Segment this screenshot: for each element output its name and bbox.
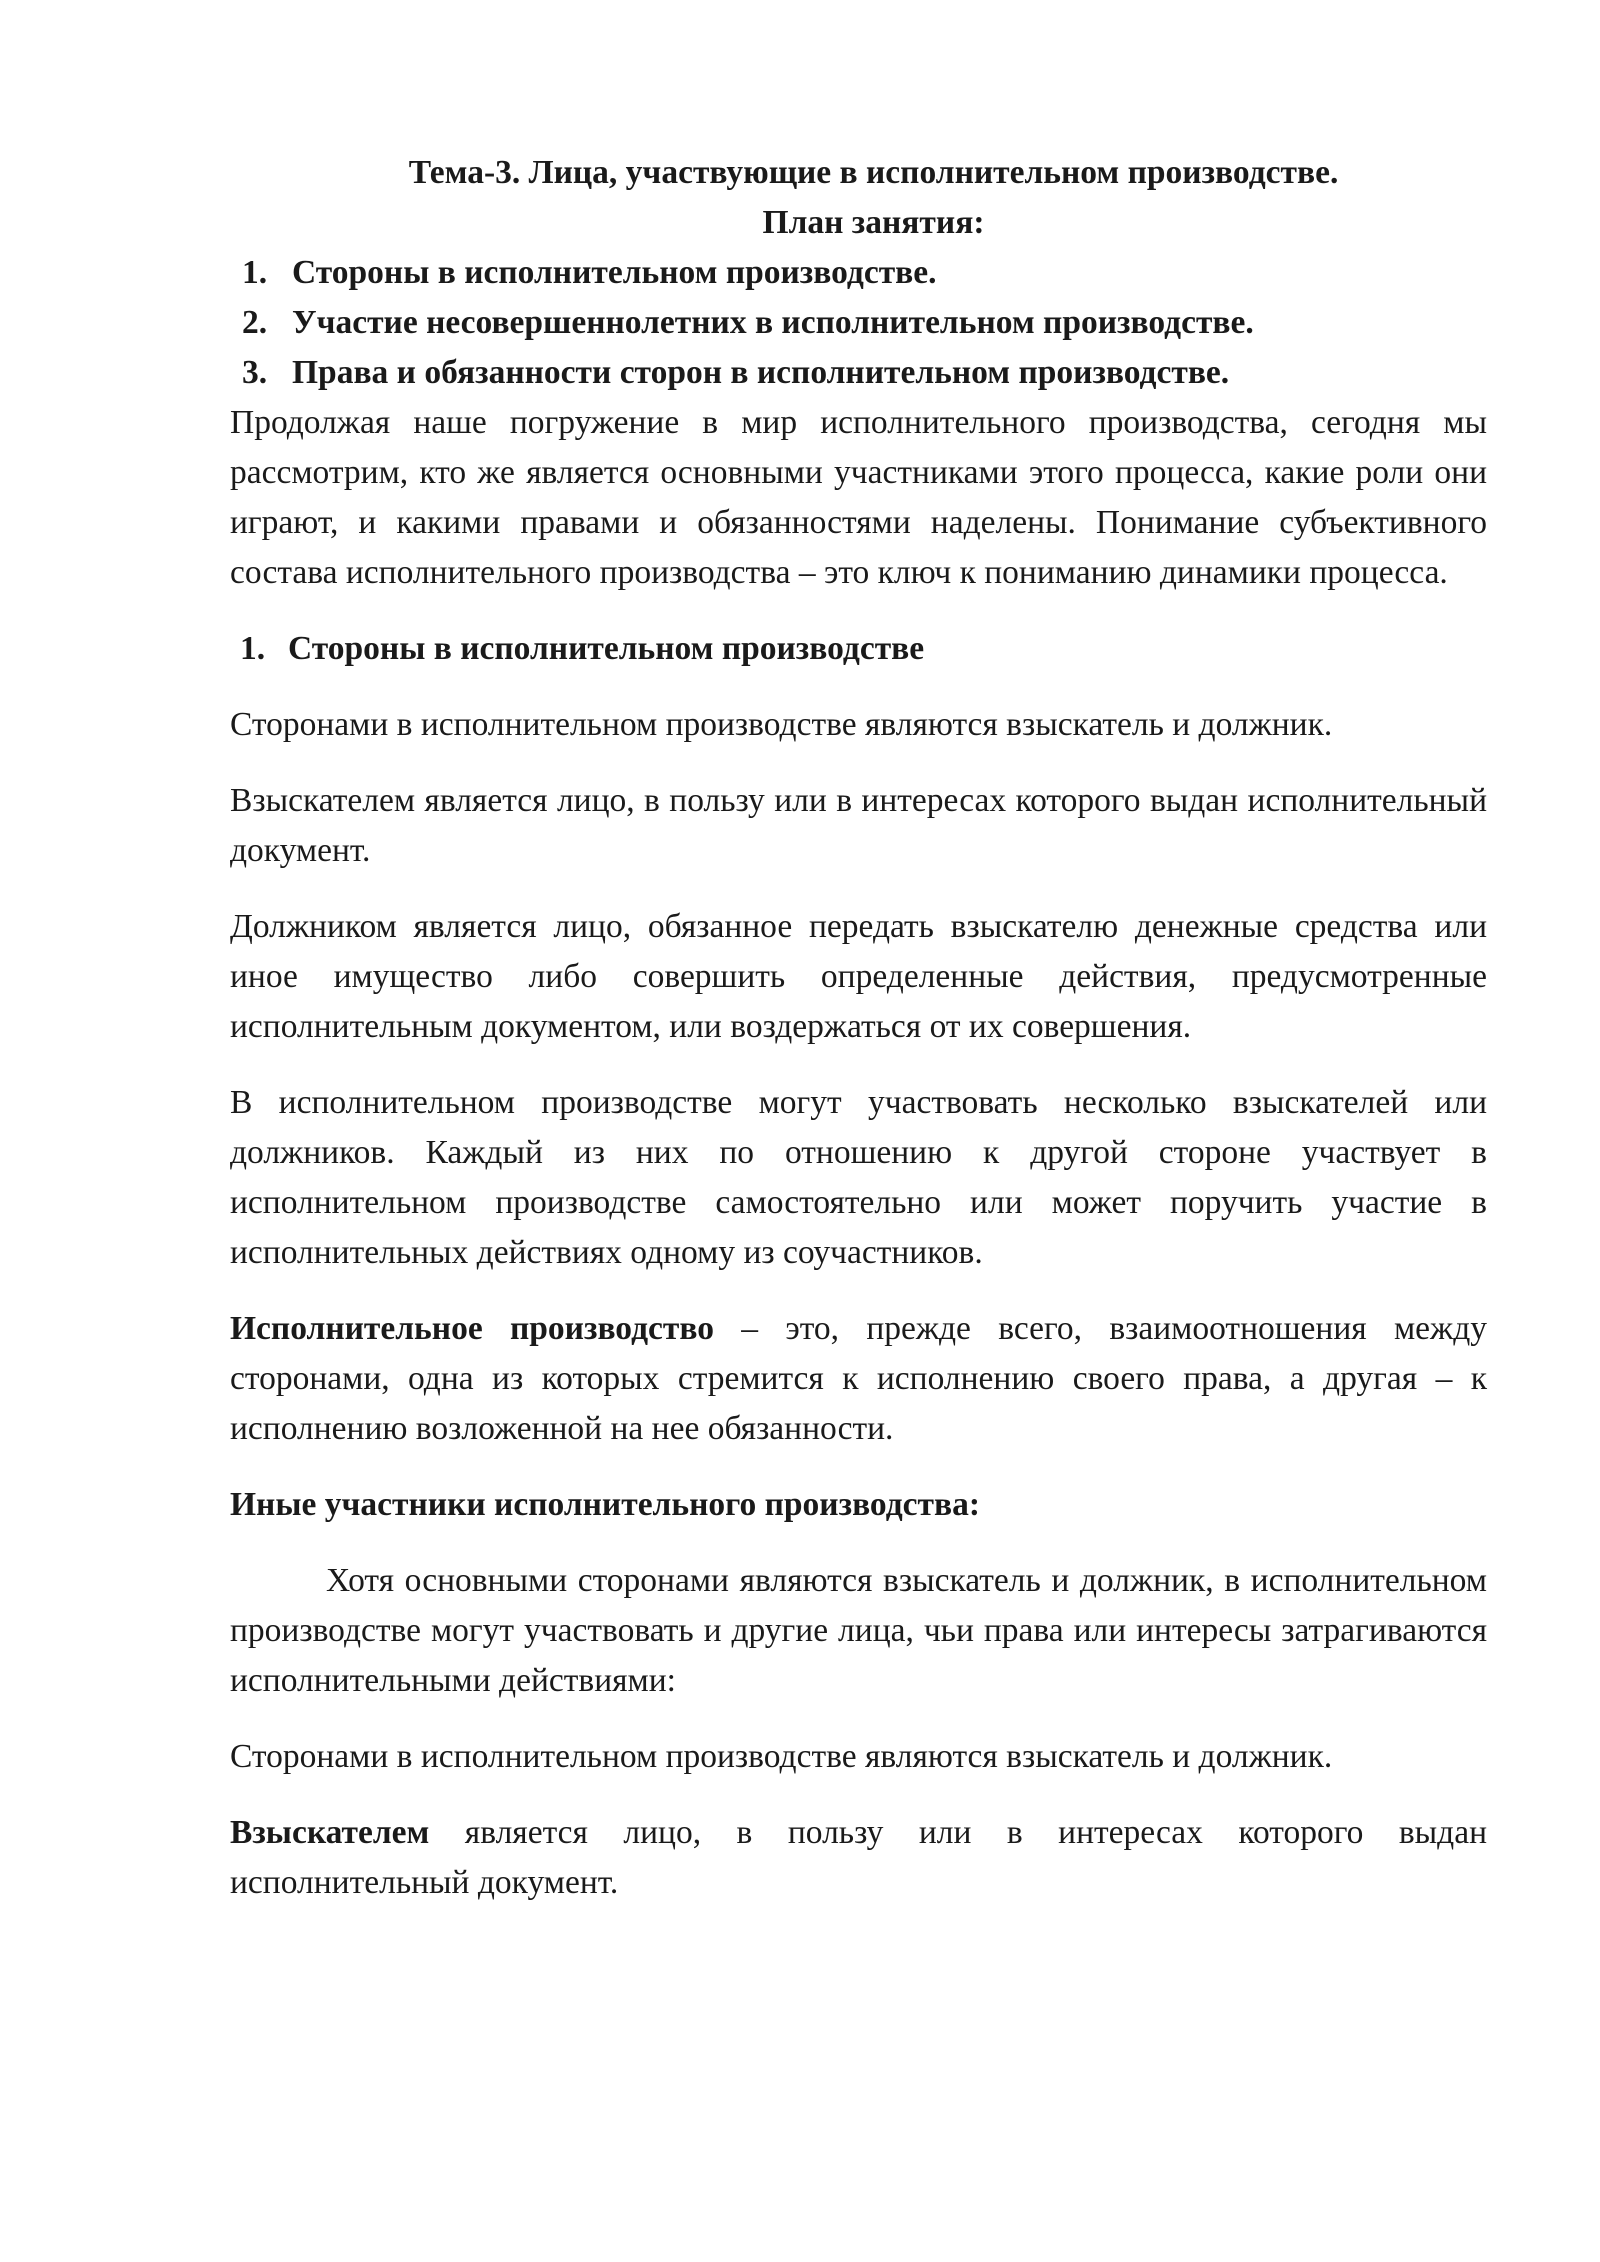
debtor-paragraph: Должником является лицо, обязанное передать взыскателю денежные средства или иное имущество либо совершить определенные действия, предусмотренные исполнительным документом, или воздержаться от их совершения. xyxy=(230,908,1487,1045)
multiple-parties-paragraph: В исполнительном производстве могут участвовать несколько взыскателей или должников. Каждый из них по отношению к другой стороне участвует в исполнительном производстве самостоятельно или может поручить участие в исполнительных действиях одному из соучастников. xyxy=(230,1084,1487,1271)
claimant-paragraph-repeat xyxy=(230,1808,1487,1908)
plan-title: План занятия: xyxy=(762,204,985,241)
plan-item-text: Участие несовершеннолетних в исполнительном производстве. xyxy=(292,304,1254,341)
section-number: 1. xyxy=(240,630,266,667)
plan-item-number: 3. xyxy=(242,354,268,391)
plan-item-text: Стороны в исполнительном производстве. xyxy=(292,254,937,291)
document-title: Тема-3. Лица, участвующие в исполнительном производстве. xyxy=(408,154,1339,191)
plan-item-text: Права и обязанности сторон в исполнительном производстве. xyxy=(292,354,1230,391)
intro-paragraph: Продолжая наше погружение в мир исполнительного производства, сегодня мы рассмотрим, кто же является основными участниками этого процесса, какие роли они играют, и какими правами и обязанностями наделены. Понимание субъективного состава исполнительного производства – это ключ к пониманию динамики процесса. xyxy=(230,404,1487,591)
other-participants-paragraph: Хотя основными сторонами являются взыскатель и должник, в исполнительном производстве могут участвовать и другие лица, чьи права или интересы затрагиваются исполнительными действиями: xyxy=(230,1562,1487,1699)
claimant-term: Взыскателем xyxy=(230,1814,430,1851)
other-participants-heading: Иные участники исполнительного производства: xyxy=(230,1486,980,1523)
plan-item xyxy=(230,248,1487,298)
definition-paragraph xyxy=(230,1304,1487,1454)
document-body xyxy=(230,148,1487,1934)
definition-term: Исполнительное производство xyxy=(230,1310,714,1347)
plan-list xyxy=(230,248,1487,398)
section-heading xyxy=(230,624,1487,674)
plan-item xyxy=(230,298,1487,348)
parties-paragraph-repeat: Сторонами в исполнительном производстве являются взыскатель и должник. xyxy=(230,1738,1333,1775)
definition-text: – это, прежде всего, взаимоотношения между сторонами, одна из которых стремится к исполнению своего права, а другая – к исполнению возложенной на нее обязанности. xyxy=(230,1310,1487,1447)
parties-paragraph: Сторонами в исполнительном производстве являются взыскатель и должник. xyxy=(230,706,1333,743)
section-heading-text: Стороны в исполнительном производстве xyxy=(288,630,925,667)
plan-item-number: 2. xyxy=(242,304,268,341)
claimant-text: является лицо, в пользу или в интересах которого выдан исполнительный документ. xyxy=(230,1814,1487,1901)
plan-item-number: 1. xyxy=(242,254,268,291)
plan-item xyxy=(230,348,1487,398)
claimant-paragraph: Взыскателем является лицо, в пользу или в интересах которого выдан исполнительный документ. xyxy=(230,782,1487,869)
